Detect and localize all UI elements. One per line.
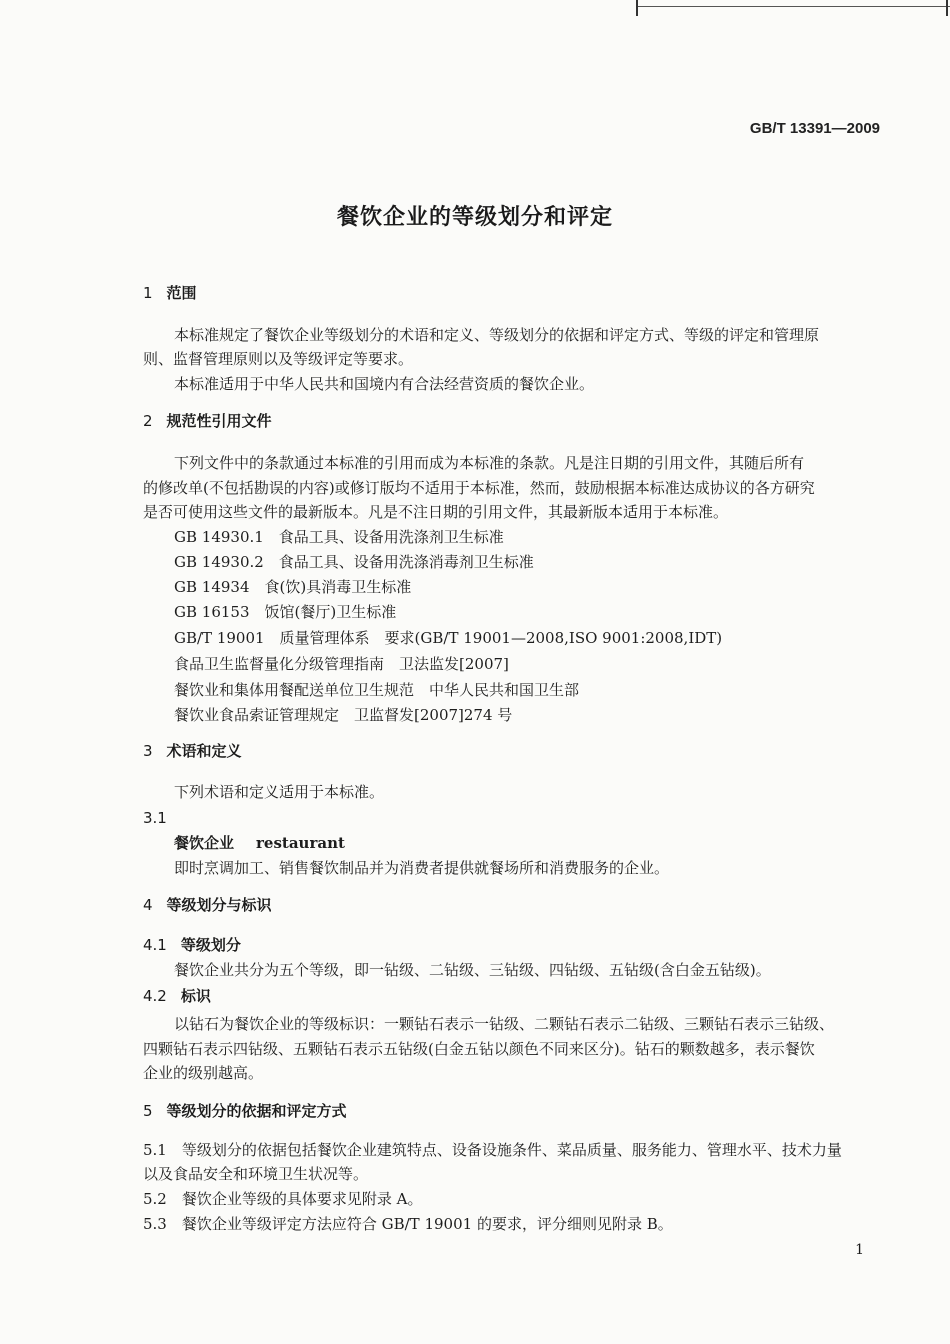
section-1-title: 范围 xyxy=(166,284,197,302)
document-title: 餐饮企业的等级划分和评定 xyxy=(336,205,613,230)
s2-para-line3: 是否可使用这些文件的最新版本。凡是不注日期的引用文件，其最新版本适用于本标准。 xyxy=(143,503,729,521)
reference-item: 食品卫生监督量化分级管理指南 卫法监发[2007] xyxy=(174,655,509,673)
subsection-4-1-heading xyxy=(143,935,241,955)
s3-intro: 下列术语和定义适用于本标准。 xyxy=(174,783,385,801)
section-2-heading xyxy=(143,411,272,431)
section-3-number: 3 xyxy=(143,742,153,760)
s1-para1-line2: 则、监督管理原则以及等级评定等要求。 xyxy=(143,350,414,368)
section-3-heading xyxy=(143,741,242,761)
s51-line1: 5.1 等级划分的依据包括餐饮企业建筑特点、设备设施条件、菜品质量、服务能力、管理水平、技术力量 xyxy=(143,1141,842,1159)
s2-para-line1: 下列文件中的条款通过本标准的引用而成为本标准的条款。凡是注日期的引用文件，其随后所有 xyxy=(174,454,805,472)
section-4-heading xyxy=(143,895,272,915)
subsection-3-1-number: 3.1 xyxy=(143,809,167,827)
term-english: restaurant xyxy=(256,834,345,852)
reference-item: 餐饮业和集体用餐配送单位卫生规范 中华人民共和国卫生部 xyxy=(174,681,580,699)
reference-item: GB 14930.2 食品工具、设备用洗涤消毒剂卫生标准 xyxy=(174,553,534,571)
term-entry xyxy=(174,833,345,853)
scan-top-rule xyxy=(636,6,950,7)
subsection-4-1-number: 4.1 xyxy=(143,936,167,954)
section-4-title: 等级划分与标识 xyxy=(166,896,272,914)
reference-item: GB 16153 饭馆(餐厅)卫生标准 xyxy=(174,603,397,621)
subsection-4-1-title: 等级划分 xyxy=(180,936,241,954)
reference-item: GB 14934 食(饮)具消毒卫生标准 xyxy=(174,578,412,596)
subsection-4-2-number: 4.2 xyxy=(143,987,167,1005)
s42-line2: 四颗钻石表示四钻级、五颗钻石表示五钻级(白金五钻以颜色不同来区分)。钻石的颗数越多，表示餐饮 xyxy=(143,1040,815,1058)
s1-para1-line1: 本标准规定了餐饮企业等级划分的术语和定义、等级划分的依据和评定方式、等级的评定和管理原 xyxy=(174,326,820,344)
section-5-title: 等级划分的依据和评定方式 xyxy=(166,1102,347,1120)
section-3-title: 术语和定义 xyxy=(166,742,242,760)
section-5-heading xyxy=(143,1101,347,1121)
reference-item: 餐饮业食品索证管理规定 卫监督发[2007]274 号 xyxy=(174,706,513,724)
s53-text: 5.3 餐饮企业等级评定方法应符合 GB/T 19001 的要求，评分细则见附录 B。 xyxy=(143,1215,673,1233)
section-2-number: 2 xyxy=(143,412,153,430)
section-5-number: 5 xyxy=(143,1102,153,1120)
standard-code: GB/T 13391—2009 xyxy=(749,120,880,137)
s42-line1: 以钻石为餐饮企业的等级标识：一颗钻石表示一钻级、二颗钻石表示二钻级、三颗钻石表示三钻级、 xyxy=(174,1015,835,1033)
s52-text: 5.2 餐饮企业等级的具体要求见附录 A。 xyxy=(143,1190,423,1208)
reference-item: GB 14930.1 食品工具、设备用洗涤剂卫生标准 xyxy=(174,528,504,546)
term-definition: 即时烹调加工、销售餐饮制品并为消费者提供就餐场所和消费服务的企业。 xyxy=(174,859,670,877)
s41-text: 餐饮企业共分为五个等级，即一钻级、二钻级、三钻级、四钻级、五钻级(含白金五钻级)。 xyxy=(174,961,771,979)
subsection-4-2-title: 标识 xyxy=(180,987,211,1005)
term-chinese: 餐饮企业 xyxy=(174,834,235,852)
reference-item: GB/T 19001 质量管理体系 要求(GB/T 19001—2008,ISO 9001:2008,IDT) xyxy=(174,629,723,647)
section-4-number: 4 xyxy=(143,896,153,914)
s51-line2: 以及食品安全和环境卫生状况等。 xyxy=(143,1165,369,1183)
s42-line3: 企业的级别越高。 xyxy=(143,1064,264,1082)
scan-mark-left xyxy=(636,0,638,16)
s1-para2: 本标准适用于中华人民共和国境内有合法经营资质的餐饮企业。 xyxy=(174,375,595,393)
s2-para-line2: 的修改单(不包括勘误的内容)或修订版均不适用于本标准，然而，鼓励根据本标准达成协议的各方研究 xyxy=(143,479,815,497)
section-1-number: 1 xyxy=(143,284,153,302)
page-number: 1 xyxy=(855,1242,864,1258)
subsection-4-2-heading xyxy=(143,986,211,1006)
section-2-title: 规范性引用文件 xyxy=(166,412,272,430)
scan-mark-right xyxy=(946,0,948,16)
section-1-heading xyxy=(143,283,197,303)
